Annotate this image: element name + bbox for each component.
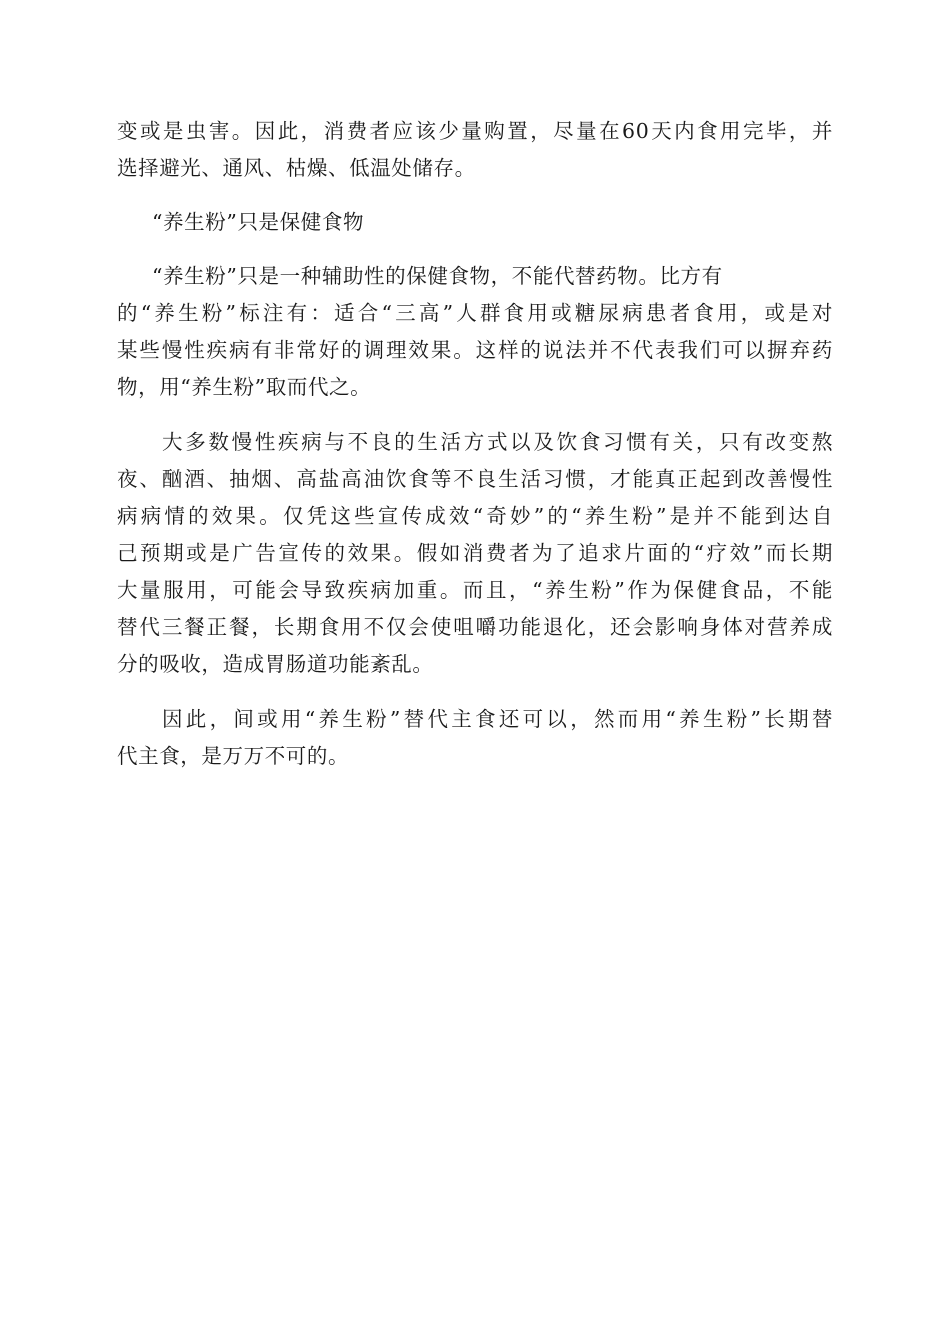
paragraph-line: 代主食，是万万不可的。 — [117, 744, 350, 768]
paragraph-line: 分的吸收，造成胃肠道功能紊乱。 — [117, 652, 434, 676]
paragraph-line: 选择避光、通风、枯燥、低温处储存。 — [117, 156, 476, 180]
paragraph-line: 因此，间或用“养生粉”替代主食还可以，然而用“养生粉”长期替 — [162, 707, 833, 731]
paragraph-line: 病病情的效果。仅凭这些宣传成效“奇妙”的“养生粉”是并不能到达自 — [117, 504, 833, 528]
paragraph-line: 夜、酗酒、抽烟、高盐高油饮食等不良生活习惯，才能真正起到改善慢性 — [117, 467, 833, 491]
paragraph-line: 的“养生粉”标注有：适合“三高”人群食用或糖尿病患者食用，或是对 — [117, 301, 833, 325]
paragraph-line: “养生粉”只是一种辅助性的保健食物，不能代替药物。比方有 — [152, 264, 723, 288]
paragraph-line: 大多数慢性疾病与不良的生活方式以及饮食习惯有关，只有改变熬 — [162, 430, 833, 454]
paragraph-line: 大量服用，可能会导致疾病加重。而且，“养生粉”作为保健食品，不能 — [117, 578, 833, 602]
paragraph-line: 某些慢性疾病有非常好的调理效果。这样的说法并不代表我们可以摒弃药 — [117, 338, 833, 362]
paragraph-line: 物，用“养生粉”取而代之。 — [117, 375, 372, 399]
paragraph-line: 变或是虫害。因此，消费者应该少量购置，尽量在60天内食用完毕，并 — [117, 119, 833, 143]
paragraph-line: 替代三餐正餐，长期食用不仅会使咀嚼功能退化，还会影响身体对营养成 — [117, 615, 833, 639]
section-heading: “养生粉”只是保健食物 — [152, 210, 365, 234]
paragraph-line: 己预期或是广告宣传的效果。假如消费者为了追求片面的“疗效”而长期 — [117, 541, 833, 565]
